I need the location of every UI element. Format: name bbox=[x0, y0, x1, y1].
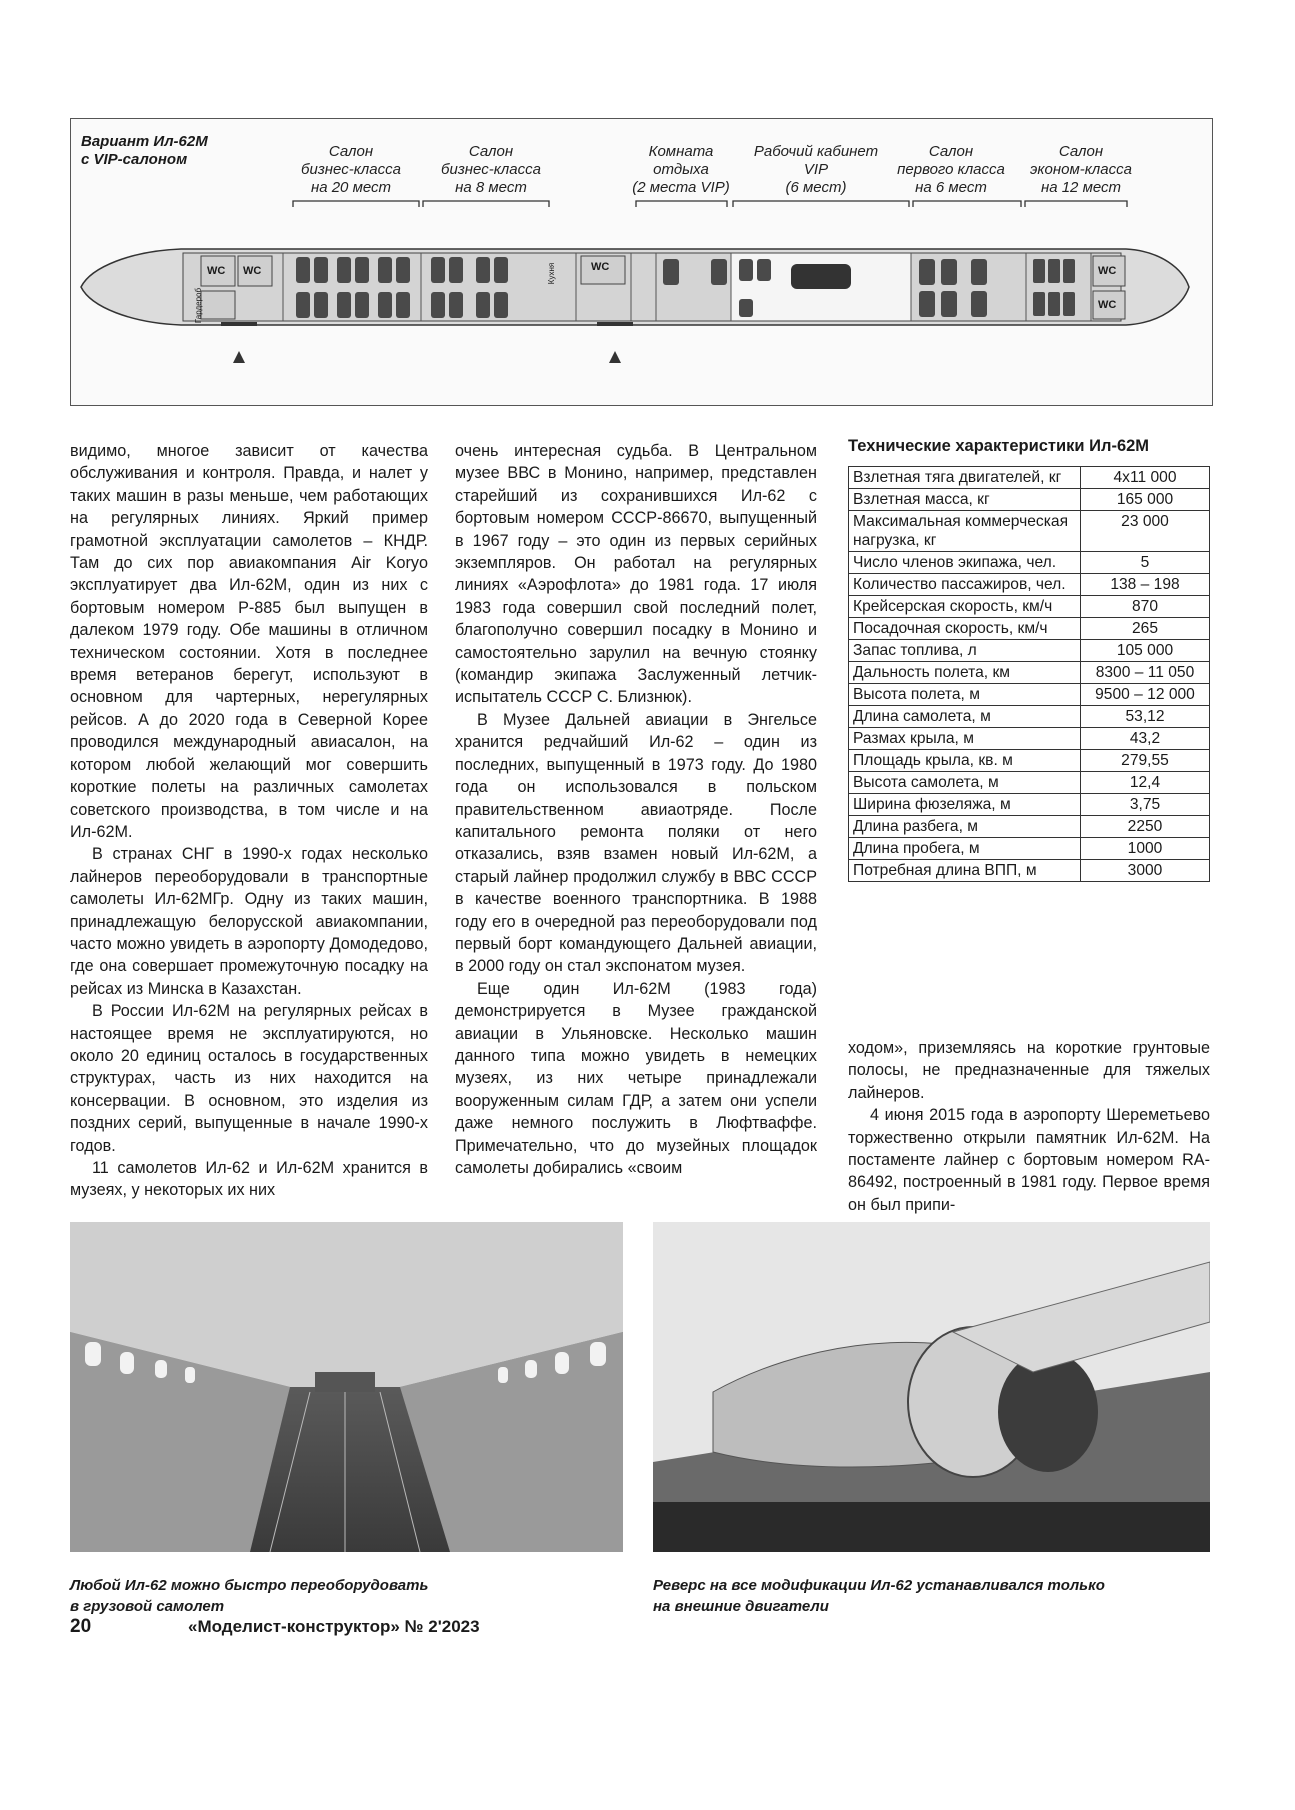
wc-label-1: WC bbox=[207, 265, 226, 277]
spec-value: 23 000 bbox=[1081, 511, 1210, 552]
spec-row bbox=[849, 728, 1210, 750]
spec-name: Длина самолета, м bbox=[849, 706, 1081, 728]
spec-value: 4x11 000 bbox=[1081, 467, 1210, 489]
spec-name: Длина пробега, м bbox=[849, 838, 1081, 860]
spec-row bbox=[849, 816, 1210, 838]
fuselage-plan bbox=[71, 119, 1211, 405]
cargo-interior-image bbox=[70, 1222, 623, 1552]
caption-right-line1: Реверс на все модификации Ил-62 устанавливался только bbox=[653, 1577, 1105, 1594]
spec-name: Посадочная скорость, км/ч bbox=[849, 618, 1081, 640]
spec-row bbox=[849, 750, 1210, 772]
spec-name: Крейсерская скорость, км/ч bbox=[849, 596, 1081, 618]
spec-row bbox=[849, 574, 1210, 596]
spec-name: Максимальная коммерческая нагрузка, кг bbox=[849, 511, 1081, 552]
spec-value: 870 bbox=[1081, 596, 1210, 618]
diagram-title-line1: Вариант Ил-62М bbox=[81, 133, 208, 150]
spec-name: Длина разбега, м bbox=[849, 816, 1081, 838]
section-label-first-class: Салон первого класса на 6 мест bbox=[897, 143, 1005, 196]
spec-value: 265 bbox=[1081, 618, 1210, 640]
wc-label-3: WC bbox=[591, 261, 610, 273]
spec-value: 165 000 bbox=[1081, 489, 1210, 511]
spec-name: Число членов экипажа, чел. bbox=[849, 552, 1081, 574]
col2-paragraph-1: очень интересная судьба. В Центральном музее ВВС в Монино, например, представлен старейший из сохранившихся Ил-62 с бортовым номером СССР-86670, выпущенный в 1967 году – это один из первых серийных экземпляров. Он работал на регулярных линиях «Аэрофлота» до 1981 года. 17 июля 1983 года совершил свой последний полет, благополучно совершил посадку в Монино и самостоятельно зарулил на вечную стоянку (командир экипажа Заслуженный летчик-испытатель СССР С. Близнюк). bbox=[455, 442, 817, 707]
text-column-3 bbox=[848, 1037, 1210, 1216]
magazine-title: «Моделист-конструктор» № 2'2023 bbox=[188, 1617, 480, 1636]
wc-label-4: WC bbox=[1098, 265, 1117, 277]
text-column-2 bbox=[455, 440, 817, 1179]
spec-name: Взлетная масса, кг bbox=[849, 489, 1081, 511]
spec-value: 43,2 bbox=[1081, 728, 1210, 750]
spec-row bbox=[849, 552, 1210, 574]
spec-value: 3000 bbox=[1081, 860, 1210, 882]
spec-row bbox=[849, 640, 1210, 662]
cabin-layout-diagram bbox=[70, 118, 1213, 406]
spec-row bbox=[849, 860, 1210, 882]
photo-caption-right bbox=[653, 1575, 1105, 1617]
spec-row bbox=[849, 596, 1210, 618]
spec-value: 5 bbox=[1081, 552, 1210, 574]
spec-value: 279,55 bbox=[1081, 750, 1210, 772]
col3-paragraph-2: 4 июня 2015 года в аэропорту Шереметьево торжественно открыли памятник Ил-62М. На постаменте лайнер с бортовым номером RA-86492, построенный в 1981 году. Первое время он был припи- bbox=[848, 1106, 1210, 1214]
spec-value: 138 – 198 bbox=[1081, 574, 1210, 596]
specs-title: Технические характеристики Ил-62М bbox=[848, 437, 1150, 455]
spec-name: Размах крыла, м bbox=[849, 728, 1081, 750]
spec-row bbox=[849, 467, 1210, 489]
specs-table bbox=[848, 466, 1210, 882]
col1-paragraph-1: видимо, многое зависит от качества обслуживания и контроля. Правда, и налет у таких машин в разы меньше, чем работающих на регулярных линиях. Яркий пример грамотной эксплуатации самолетов – КНДР. Там до сих пор авиакомпания Air Koryo эксплуатирует два Ил-62М, один из них с бортовым номером Р-885 был выпущен в далеком 1979 году. Обе машины в отличном техническом состоянии. Хотя в последнее время ветеранов берегут, используют в основном для чартерных, нерегулярных рейсов. А до 2020 года в Северной Корее проводился международный авиасалон, на котором любой желающий мог совершить короткие полеты на различных самолетах советского производства, в том числе и на Ил-62М. bbox=[70, 442, 428, 841]
spec-name: Запас топлива, л bbox=[849, 640, 1081, 662]
wc-label-2: WC bbox=[243, 265, 262, 277]
spec-name: Количество пассажиров, чел. bbox=[849, 574, 1081, 596]
col3-paragraph-1: ходом», приземляясь на короткие грунтовые полосы, не предназначенные для тяжелых лайнеров. bbox=[848, 1039, 1210, 1102]
garderob-label: Гардероб bbox=[194, 287, 204, 324]
spec-row bbox=[849, 684, 1210, 706]
spec-name: Потребная длина ВПП, м bbox=[849, 860, 1081, 882]
spec-row bbox=[849, 838, 1210, 860]
caption-left-line2: в грузовой самолет bbox=[70, 1598, 225, 1615]
kitchen-label: Кухня bbox=[547, 262, 557, 285]
spec-value: 3,75 bbox=[1081, 794, 1210, 816]
wc-label-5: WC bbox=[1098, 299, 1117, 311]
section-label-business-20: Салон бизнес-класса на 20 мест bbox=[301, 143, 401, 196]
spec-row bbox=[849, 794, 1210, 816]
spec-value: 9500 – 12 000 bbox=[1081, 684, 1210, 706]
diagram-title-line2: с VIP-салоном bbox=[81, 151, 188, 168]
engine-reverser-image bbox=[653, 1222, 1210, 1552]
spec-row bbox=[849, 618, 1210, 640]
spec-name: Дальность полета, км bbox=[849, 662, 1081, 684]
spec-name: Площадь крыла, кв. м bbox=[849, 750, 1081, 772]
spec-name: Высота полета, м bbox=[849, 684, 1081, 706]
spec-row bbox=[849, 662, 1210, 684]
spec-value: 1000 bbox=[1081, 838, 1210, 860]
spec-row bbox=[849, 511, 1210, 552]
section-label-business-8: Салон бизнес-класса на 8 мест bbox=[441, 143, 541, 196]
spec-value: 53,12 bbox=[1081, 706, 1210, 728]
section-label-rest-room: Комната отдыха (2 места VIP) bbox=[632, 143, 730, 196]
spec-value: 2250 bbox=[1081, 816, 1210, 838]
photo-caption-left bbox=[70, 1575, 428, 1617]
page-number: 20 bbox=[70, 1616, 92, 1637]
section-label-economy: Салон эконом-класса на 12 мест bbox=[1030, 143, 1132, 196]
spec-value: 105 000 bbox=[1081, 640, 1210, 662]
spec-name: Высота самолета, м bbox=[849, 772, 1081, 794]
spec-row bbox=[849, 489, 1210, 511]
spec-row bbox=[849, 706, 1210, 728]
col1-paragraph-3: В России Ил-62М на регулярных рейсах в настоящее время не эксплуатируются, но около 20 единиц осталось в государственных структурах, часть из них находится на консервации. В основном, это изделия из поздних серий, выпущенные в начале 1990-х годов. bbox=[70, 1002, 428, 1155]
section-label-vip-office: Рабочий кабинет VIP (6 мест) bbox=[753, 143, 879, 196]
text-column-1 bbox=[70, 440, 428, 1202]
col1-paragraph-2: В странах СНГ в 1990-х годах несколько лайнеров переоборудовали в транспортные самолеты Ил-62МГр. Одну из таких машин, принадлежащую белорусской авиакомпании, часто можно увидеть в аэропорту Домодедово, где она совершает промежуточную посадку на рейсах из Минска в Казахстан. bbox=[70, 845, 428, 998]
spec-row bbox=[849, 772, 1210, 794]
spec-value: 12,4 bbox=[1081, 772, 1210, 794]
cargo-interior-photo bbox=[70, 1222, 623, 1552]
col2-paragraph-3: Еще один Ил-62М (1983 года) демонстрируется в Музее гражданской авиации в Ульяновске. Несколько машин данного типа можно увидеть в немецких музеях, из них четыре принадлежали вооруженным силам ГДР, а затем они успели даже немного послужить в Люфтваффе. Примечательно, что до музейных площадок самолеты добирались «своим bbox=[455, 979, 817, 1177]
spec-value: 8300 – 11 050 bbox=[1081, 662, 1210, 684]
spec-name: Взлетная тяга двигателей, кг bbox=[849, 467, 1081, 489]
caption-right-line2: на внешние двигатели bbox=[653, 1598, 829, 1615]
col2-paragraph-2: В Музее Дальней авиации в Энгельсе хранится редчайший Ил-62 – один из последних, выпущенный в 1973 году. До 1980 года он использовался в польском правительственном авиаотряде. После капитального ремонта поляки от него отказались, взяв взамен новый Ил-62М, а старый лайнер продолжил службу в ВВС СССР в качестве военного транспортника. В 1988 году его в очередной раз переоборудовали под первый борт командующего Дальней авиации, в 2000 году он стал экспонатом музея. bbox=[455, 710, 817, 976]
engine-reverser-photo bbox=[653, 1222, 1210, 1552]
caption-left-line1: Любой Ил-62 можно быстро переоборудовать bbox=[70, 1577, 429, 1594]
spec-name: Ширина фюзеляжа, м bbox=[849, 794, 1081, 816]
col1-paragraph-4: 11 самолетов Ил-62 и Ил-62М хранится в музеях, у некоторых их них bbox=[70, 1159, 428, 1200]
